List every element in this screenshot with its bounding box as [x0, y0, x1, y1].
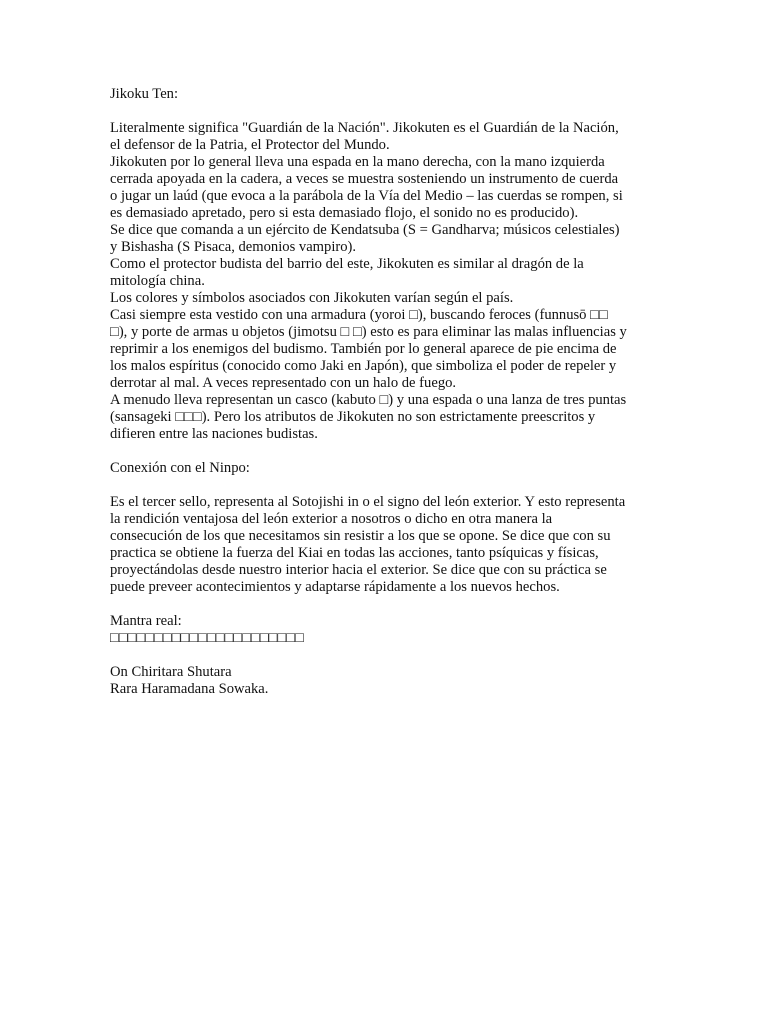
- body-line: Literalmente significa "Guardián de la Nación". Jikokuten es el Guardián de la Nación,: [110, 120, 619, 136]
- description-paragraph: [110, 120, 670, 443]
- body-line: Los colores y símbolos asociados con Jikokuten varían según el país.: [110, 290, 514, 306]
- section-heading: Conexión con el Ninpo:: [110, 460, 250, 476]
- romaji-block: [110, 664, 670, 698]
- document-heading: Jikoku Ten:: [110, 86, 179, 102]
- body-line: A menudo lleva representan un casco (kabuto □) y una espada o una lanza de tres puntas: [110, 392, 627, 408]
- mantra-label: Mantra real:: [110, 613, 182, 629]
- body-line: el defensor de la Patria, el Protector del Mundo.: [110, 137, 390, 153]
- body-line: o jugar un laúd (que evoca a la parábola de la Vía del Medio – las cuerdas se rompen, si: [110, 188, 623, 204]
- body-line: Jikokuten por lo general lleva una espada en la mano derecha, con la mano izquierda: [110, 154, 605, 170]
- document-page: [110, 86, 670, 715]
- ninpo-line: la rendición ventajosa del león exterior a nosotros o dicho en otra manera la: [110, 511, 553, 527]
- romaji-line: Rara Haramadana Sowaka.: [110, 681, 269, 697]
- body-line: los malos espíritus (conocido como Jaki en Japón), que simboliza el poder de repeler y: [110, 358, 617, 374]
- heading-block: [110, 86, 670, 103]
- ninpo-line: practica se obtiene la fuerza del Kiai en todas las acciones, tanto psíquicas y físicas,: [110, 545, 599, 561]
- body-line: (sansageki □□□). Pero los atributos de Jikokuten no son estrictamente preescritos y: [110, 409, 596, 425]
- ninpo-line: consecución de los que necesitamos sin resistir a los que se opone. Se dice que con su: [110, 528, 611, 544]
- body-line: Casi siempre esta vestido con una armadura (yoroi □), buscando feroces (funnusō □□: [110, 307, 608, 323]
- body-line: Como el protector budista del barrio del este, Jikokuten es similar al dragón de la: [110, 256, 584, 272]
- body-line: y Bishasha (S Pisaca, demonios vampiro).: [110, 239, 357, 255]
- body-line: difieren entre las naciones budistas.: [110, 426, 318, 442]
- body-line: reprimir a los enemigos del budismo. También por lo general aparece de pie encima de: [110, 341, 617, 357]
- body-line: cerrada apoyada en la cadera, a veces se muestra sosteniendo un instrumento de cuerda: [110, 171, 619, 187]
- mantra-block: [110, 613, 670, 647]
- body-line: □), y porte de armas u objetos (jimotsu □ □) esto es para eliminar las malas influencias y: [110, 324, 627, 340]
- romaji-line: On Chiritara Shutara: [110, 664, 232, 680]
- body-line: es demasiado apretado, pero si esta demasiado flojo, el sonido no es producido).: [110, 205, 579, 221]
- ninpo-paragraph: [110, 494, 670, 596]
- section-heading-block: [110, 460, 670, 477]
- body-line: derrotar al mal. A veces representado con un halo de fuego.: [110, 375, 457, 391]
- body-line: Se dice que comanda a un ejército de Kendatsuba (S = Gandharva; músicos celestiales): [110, 222, 620, 238]
- ninpo-line: proyectándolas desde nuestro interior hacia el exterior. Se dice que con su práctica se: [110, 562, 607, 578]
- mantra-glyphs: □□□□□□□□□□□□□□□□□□□□□□: [110, 630, 304, 646]
- ninpo-line: puede preveer acontecimientos y adaptarse rápidamente a los nuevos hechos.: [110, 579, 560, 595]
- body-line: mitología china.: [110, 273, 205, 289]
- ninpo-line: Es el tercer sello, representa al Sotojishi in o el signo del león exterior. Y esto representa: [110, 494, 626, 510]
